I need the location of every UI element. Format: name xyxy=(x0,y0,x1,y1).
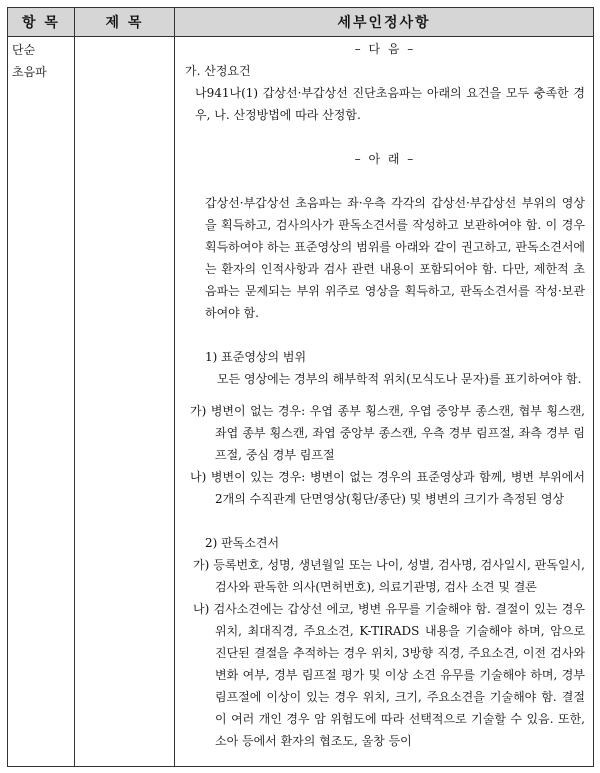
item-line-2: 초음파 xyxy=(12,65,47,79)
notice-heading: – 다 음 – xyxy=(354,42,416,56)
item-cell xyxy=(8,37,75,767)
no-lesion-item: 가) 병변이 없는 경우: 우엽 종부 횡스캔, 우엽 중앙부 종스캔, 협부 횡스캔, 좌엽 종부 횡스캔, 좌엽 중앙부 종스캔, 우측 경부 림프절, 좌측 경부 림프절, 중심 경부 림프절 xyxy=(190,404,585,462)
detail-cell xyxy=(175,37,594,767)
header-title: 제 목 xyxy=(75,8,175,37)
title-cell xyxy=(75,37,175,767)
report-findings-item: 나) 검사소견에는 갑상선 에코, 병변 유무를 기술해야 함. 결절이 있는 경우 위치, 최대직경, 주요소견, K-TIRADS 내용을 기술해야 하며, 암으로 진단된 결절을 추적하는 경우 위치, 3방향 직경, 주요소견, 이전 검사와 변화 여부, 경부 림프절 평가 및 이상 소견 유무를 기술해야 하며, 경부 림프절에 이상이 있는 경우 위치, 크기, 주요소견을 기술해야 함. 결절이 여러 개인 경우 암 위험도에 따라 선택적으로 기술할 수 있음. 또한, 소아 등에서 환자의 협조도, 울창 등이 xyxy=(193,602,585,748)
report-heading: 2) 판독소견서 xyxy=(205,536,280,550)
below-heading: – 아 래 – xyxy=(354,152,416,166)
item-line-1: 단순 xyxy=(12,43,36,57)
header-row xyxy=(8,8,594,37)
report-fields-item: 가) 등록번호, 성명, 생년월일 또는 나이, 성별, 검사명, 검사일시, 판독일시, 검사와 판독한 의사(면허번호), 의료기관명, 검사 소견 및 결론 xyxy=(193,558,585,594)
table-row xyxy=(8,37,594,767)
header-detail: 세부인정사항 xyxy=(175,8,594,37)
standard-image-heading: 1) 표준영상의 범위 xyxy=(205,350,307,364)
ultrasound-paragraph: 갑상선·부갑상선 초음파는 좌·우측 각각의 갑상선·부갑상선 부위의 영상을 획득하고, 검사의사가 판독소견서를 작성하고 보관하여야 함. 이 경우 획득하여야 하는 표준영상의 범위를 아래와 같이 권고하고, 판독소견서에는 환자의 인적사항과 검사 관련 내용이 포함되어야 함. 다만, 제한적 초음파는 문제되는 부위 위주로 영상을 획득하고, 판독소견서를 작성·보관하여야 함. xyxy=(205,196,585,320)
standard-image-text: 모든 영상에는 경부의 해부학적 위치(모식도나 문자)를 표기하여야 함. xyxy=(217,372,582,386)
lesion-item: 나) 병변이 있는 경우: 병변이 없는 경우의 표준영상과 함께, 병변 부위에서 2개의 수직관계 단면영상(횡단/종단) 및 병변의 크기가 측정된 영상 xyxy=(190,470,585,506)
regulation-table xyxy=(7,7,594,767)
requirement-paragraph: 나941나(1) 갑상선·부갑상선 진단초음파는 아래의 요건을 모두 충족한 경우, 나. 산정방법에 따라 산정함. xyxy=(195,86,585,122)
header-item: 항 목 xyxy=(8,8,75,37)
section-heading: 가. 산정요건 xyxy=(185,64,251,78)
